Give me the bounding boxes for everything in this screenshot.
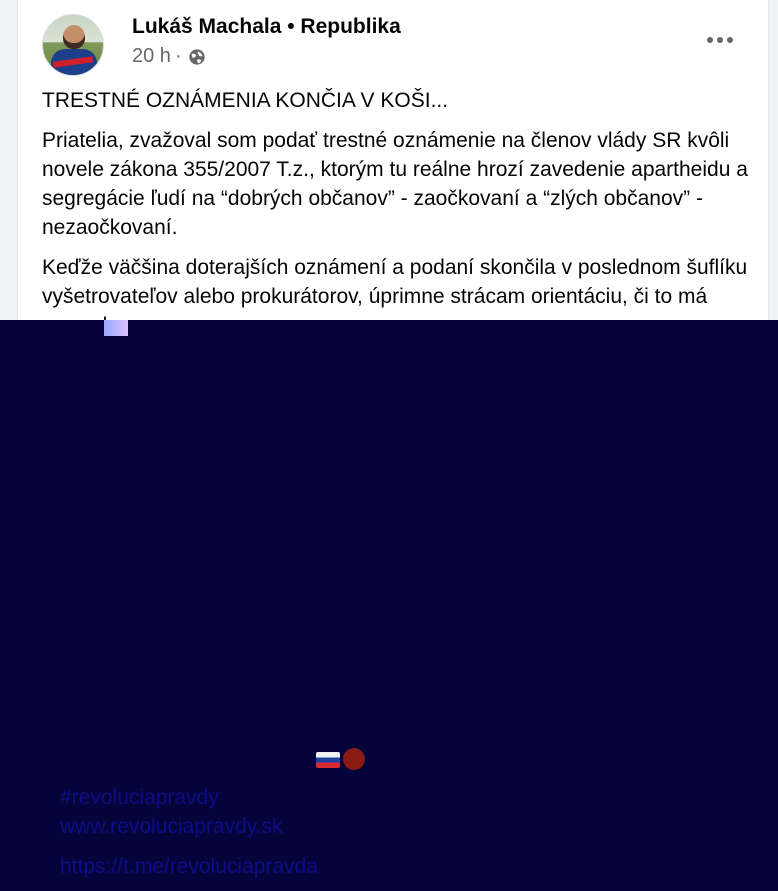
apple-icon — [343, 748, 365, 770]
hashtag-link[interactable]: #revoluciapravdy — [60, 786, 219, 809]
author-avatar[interactable] — [42, 14, 104, 76]
more-horizontal-icon — [717, 37, 723, 43]
post-meta — [132, 45, 206, 68]
post-paragraph: TRESTNÉ OZNÁMENIA KONČIA V KOŠI... — [42, 89, 449, 112]
image-artifact — [104, 320, 128, 336]
post-card — [18, 0, 768, 340]
globe-icon — [188, 48, 206, 66]
slovakia-flag-icon — [316, 752, 340, 768]
avatar-head — [63, 25, 85, 49]
meta-separator: · — [174, 45, 182, 67]
post-paragraph: Keďže väčšina doterajších oznámení a podaní skončila v poslednom šuflíku vyšetrovateľov alebo prokurátorov, úprimne strácam orientáciu, či to má — [42, 256, 748, 308]
more-horizontal-icon — [707, 37, 713, 43]
post-paragraph: Priatelia, zvažoval som podať trestné oznámenie na členov vlády SR kvôli novele zákona 355/2007 T.z., ktorým tu reálne hrozí zavedenie apartheidu a segregácie ľudí na “dobrých občanov” - zaočkovaní a “zlých občanov” - nezaočkovaní. — [42, 129, 748, 239]
author-name[interactable]: Lukáš Machala • Republika — [132, 15, 401, 38]
more-options-button[interactable] — [702, 28, 738, 52]
website-link[interactable]: www.revoluciapravdy.sk — [60, 815, 283, 838]
post-media-overlay[interactable] — [0, 320, 778, 891]
post-body — [42, 86, 752, 351]
telegram-link[interactable]: https://t.me/revoluciapravda — [60, 855, 318, 878]
post-time[interactable]: 20 h — [132, 45, 171, 67]
more-horizontal-icon — [727, 37, 733, 43]
